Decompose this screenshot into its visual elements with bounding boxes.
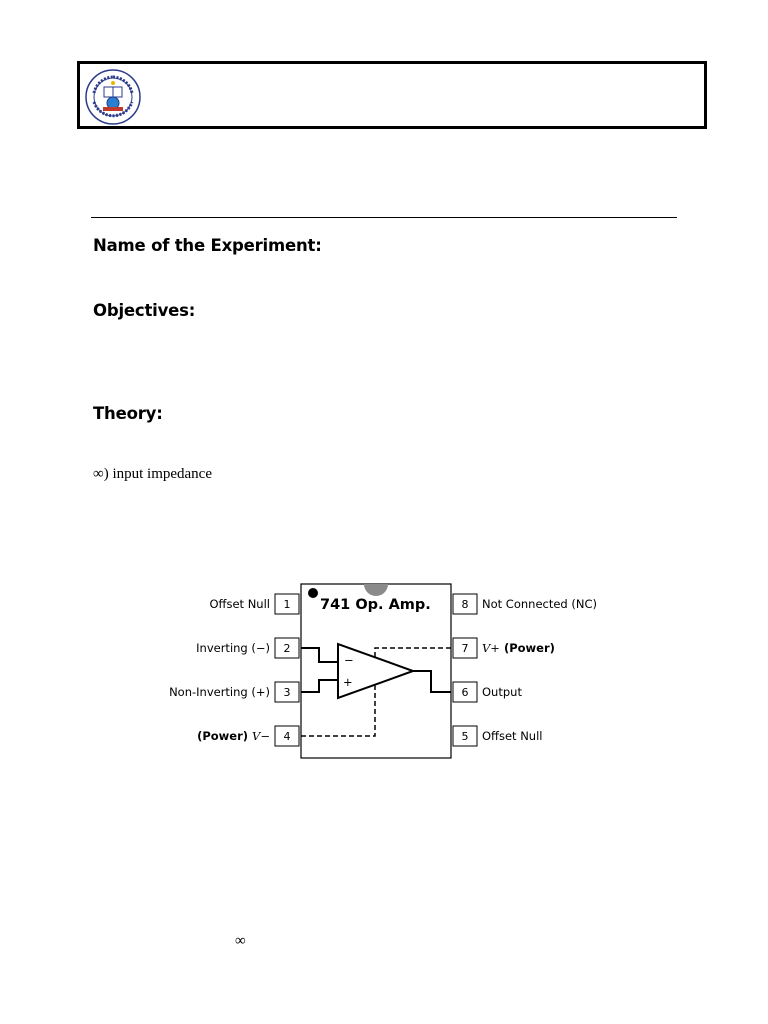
pin-number-6: 6	[461, 686, 469, 699]
heading-theory: Theory:	[93, 404, 163, 423]
pin-number-4: 4	[283, 730, 291, 743]
chip-title: 741 Op. Amp.	[320, 597, 431, 613]
pin-label-8: Not Connected (NC)	[482, 597, 597, 611]
pin-number-1: 1	[283, 598, 291, 611]
heading-experiment: Name of the Experiment:	[93, 236, 322, 255]
university-logo	[85, 69, 141, 125]
theory-fragment: ∞) input impedance	[93, 466, 212, 482]
inverting-sign: −	[344, 653, 354, 667]
op-amp-pinout-diagram	[168, 576, 608, 766]
pin-label-7: V+ (Power)	[482, 641, 555, 655]
pin-label-1: Offset Null	[209, 597, 270, 611]
pin-number-7: 7	[461, 642, 469, 655]
footer-infinity-symbol: ∞	[235, 933, 246, 949]
pin-number-3: 3	[283, 686, 291, 699]
heading-objectives: Objectives:	[93, 301, 196, 320]
pin-label-4: (Power) V−	[197, 729, 270, 743]
pin-number-2: 2	[283, 642, 291, 655]
pin-number-8: 8	[461, 598, 469, 611]
pin1-dot	[308, 588, 318, 598]
horizontal-rule	[91, 217, 677, 218]
pin-label-6: Output	[482, 685, 522, 699]
pin-label-5: Offset Null	[482, 729, 543, 743]
pin-number-5: 5	[461, 730, 469, 743]
pin-label-3: Non-Inverting (+)	[169, 685, 270, 699]
pin-label-2: Inverting (−)	[196, 641, 270, 655]
header-box	[77, 61, 707, 129]
non-inverting-sign: +	[343, 675, 353, 689]
